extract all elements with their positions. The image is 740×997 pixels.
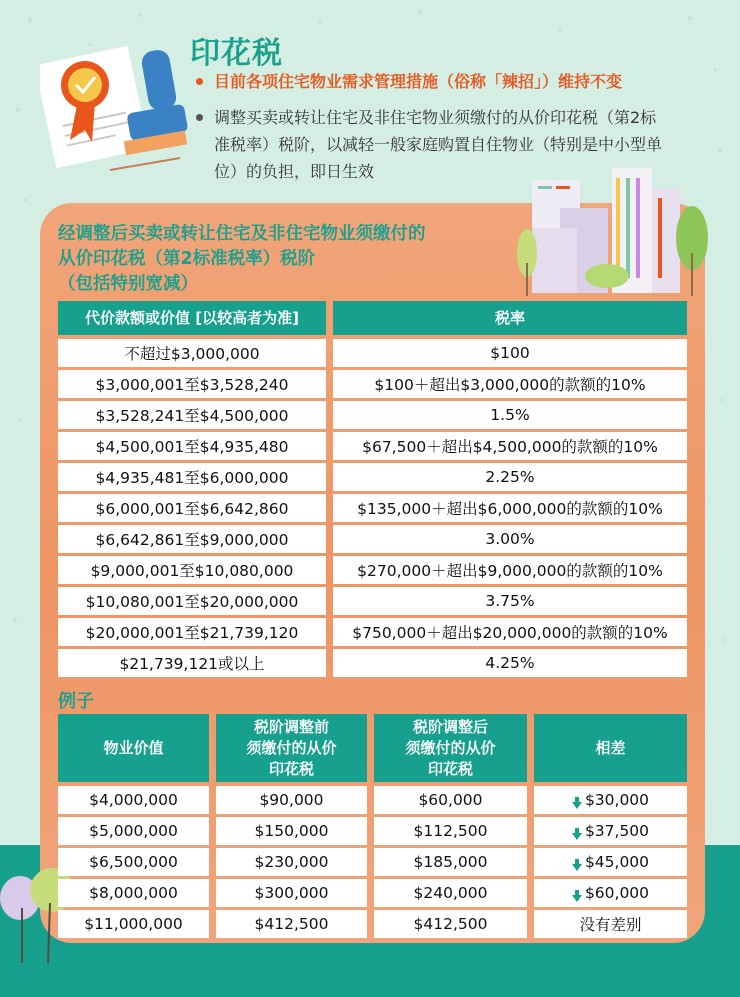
- example-diff: [534, 879, 687, 907]
- example-cell: [374, 848, 527, 876]
- cell-text: $60,000: [584, 884, 650, 902]
- rate-row-amount: $6,642,861至$9,000,000: [58, 525, 326, 553]
- down-arrow-icon: [572, 826, 582, 838]
- cell-text: 没有差别: [579, 916, 642, 934]
- bullet-dot: [196, 114, 203, 121]
- rate-header-rate: 税率: [333, 301, 687, 335]
- example-cell: [374, 910, 527, 938]
- cell-text: $30,000: [584, 791, 650, 809]
- cell-text: $240,000: [413, 884, 488, 902]
- rate-row-amount: $4,500,001至$4,935,480: [58, 432, 326, 460]
- rate-row-rate: $135,000＋超出$6,000,000的款额的10%: [333, 494, 687, 522]
- example-cell: [374, 786, 527, 814]
- example-cell: [58, 786, 209, 814]
- example-cell: [216, 848, 367, 876]
- cell-text: $60,000: [418, 791, 483, 809]
- down-arrow-icon: [572, 888, 582, 900]
- example-header: 税阶调整后 须缴付的从价 印花税: [374, 714, 527, 782]
- rate-row-amount: 不超过$3,000,000: [58, 339, 326, 367]
- page-title: 印花税: [190, 36, 283, 71]
- example-cell: [58, 879, 209, 907]
- rate-row-rate: 1.5%: [333, 401, 687, 429]
- rate-row-rate: 4.25%: [333, 649, 687, 677]
- buildings-illustration: [512, 168, 712, 298]
- example-title: 例子: [58, 691, 94, 712]
- example-diff: [534, 848, 687, 876]
- bullet-stamp-duty-adjustment: 调整买卖或转让住宅及非住宅物业须缴付的从价印花税（第2标准税率）税阶，以减轻一般家庭购置自住物业（特别是中小型单位）的负担，即日生效: [196, 104, 666, 185]
- example-diff: [534, 910, 687, 938]
- cell-text: $412,500: [413, 915, 488, 933]
- rate-row-amount: $6,000,001至$6,642,860: [58, 494, 326, 522]
- rate-row-amount: $4,935,481至$6,000,000: [58, 463, 326, 491]
- rate-row-amount: $10,080,001至$20,000,000: [58, 587, 326, 615]
- cell-text: $8,000,000: [89, 884, 178, 902]
- cell-text: $6,500,000: [89, 853, 178, 871]
- example-cell: [58, 848, 209, 876]
- example-cell: [58, 817, 209, 845]
- bullet-dot: [196, 78, 203, 85]
- cell-text: $4,000,000: [89, 791, 178, 809]
- example-cell: [374, 817, 527, 845]
- cell-text: $11,000,000: [84, 915, 183, 933]
- example-header: 相差: [534, 714, 687, 782]
- rate-row-amount: $3,528,241至$4,500,000: [58, 401, 326, 429]
- bullet-measures-unchanged: 目前各项住宅物业需求管理措施（俗称「辣招」）维持不变: [196, 68, 622, 95]
- rate-row-rate: $100＋超出$3,000,000的款额的10%: [333, 370, 687, 398]
- cell-text: $300,000: [254, 884, 329, 902]
- example-header: 税阶调整前 须缴付的从价 印花税: [216, 714, 367, 782]
- rate-row-rate: $750,000＋超出$20,000,000的款额的10%: [333, 618, 687, 646]
- rate-row-amount: $3,000,001至$3,528,240: [58, 370, 326, 398]
- example-cell: [216, 817, 367, 845]
- rate-row-amount: $9,000,001至$10,080,000: [58, 556, 326, 584]
- rate-row-rate: 3.00%: [333, 525, 687, 553]
- example-diff: [534, 786, 687, 814]
- rate-header-amount: 代价款额或价值 [以较高者为准]: [58, 301, 326, 335]
- example-cell: [216, 910, 367, 938]
- example-header: 物业价值: [58, 714, 209, 782]
- rate-row-amount: $21,739,121或以上: [58, 649, 326, 677]
- example-cell: [216, 879, 367, 907]
- rate-row-rate: 3.75%: [333, 587, 687, 615]
- cell-text: $37,500: [584, 822, 650, 840]
- rate-table-title: 经调整后买卖或转让住宅及非住宅物业须缴付的 从价印花税（第2标准税率）税阶 （包括特别宽减）: [58, 224, 426, 294]
- cell-text: $45,000: [584, 853, 650, 871]
- example-cell: [374, 879, 527, 907]
- certificate-stamp-icon: [40, 30, 190, 190]
- cell-text: $150,000: [254, 822, 329, 840]
- down-arrow-icon: [572, 795, 582, 807]
- cell-text: $90,000: [259, 791, 324, 809]
- down-arrow-icon: [572, 857, 582, 869]
- rate-row-rate: $67,500＋超出$4,500,000的款额的10%: [333, 432, 687, 460]
- example-cell: [216, 786, 367, 814]
- rate-row-rate: $100: [333, 339, 687, 367]
- rate-row-rate: 2.25%: [333, 463, 687, 491]
- cell-text: $112,500: [413, 822, 488, 840]
- example-cell: [58, 910, 209, 938]
- rate-row-rate: $270,000＋超出$9,000,000的款额的10%: [333, 556, 687, 584]
- rate-row-amount: $20,000,001至$21,739,120: [58, 618, 326, 646]
- cell-text: $230,000: [254, 853, 329, 871]
- cell-text: $412,500: [254, 915, 329, 933]
- cell-text: $5,000,000: [89, 822, 178, 840]
- cell-text: $185,000: [413, 853, 488, 871]
- example-diff: [534, 817, 687, 845]
